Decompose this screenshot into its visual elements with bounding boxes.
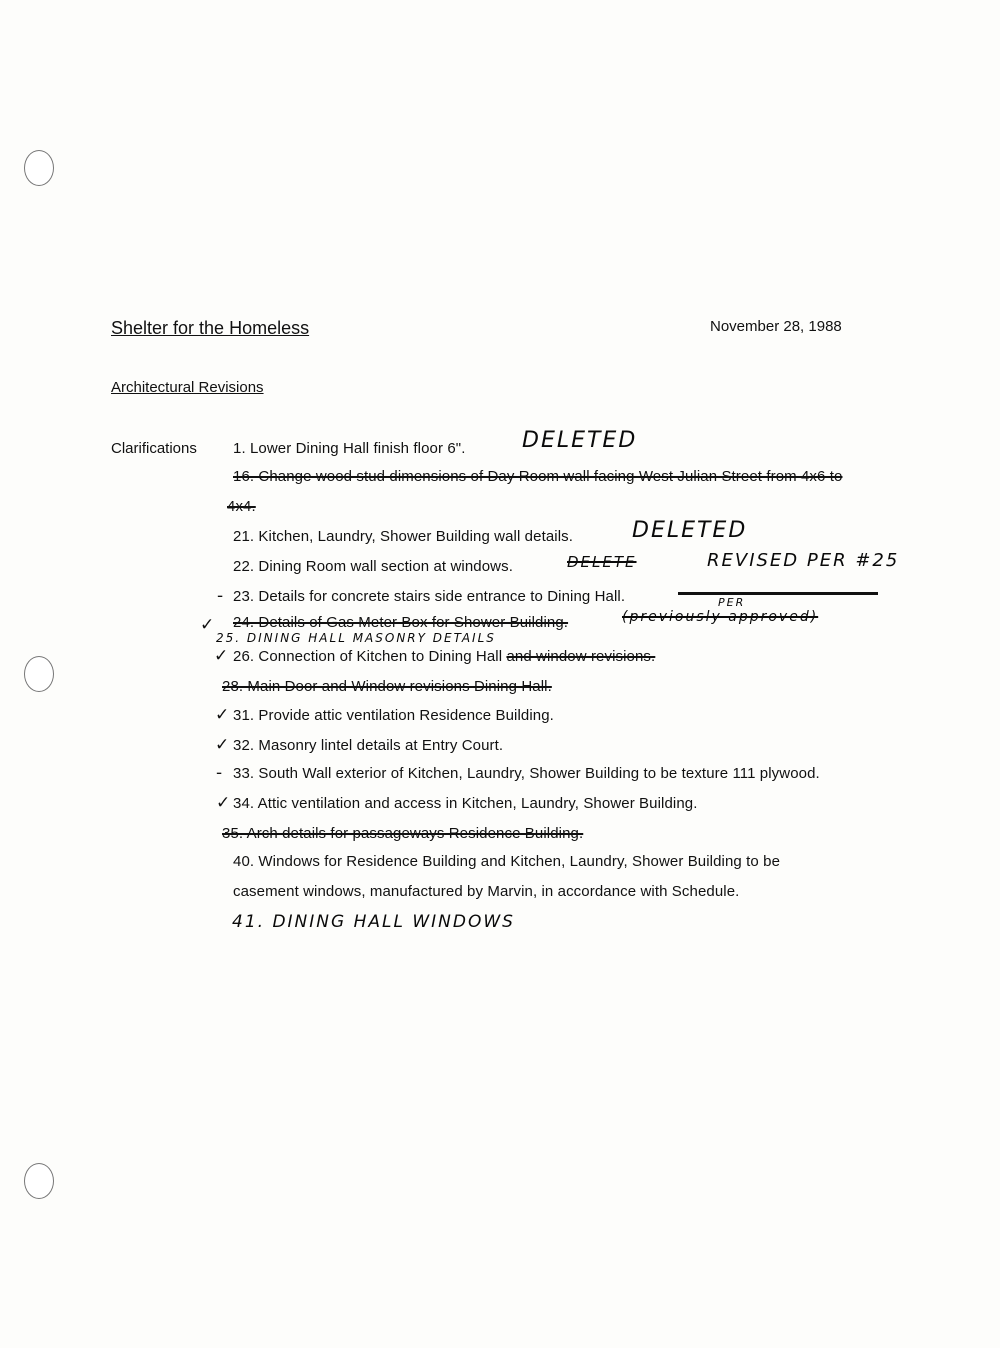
check-mark-icon: ✓ [216,793,231,813]
item-22: 22. Dining Room wall section at windows. [233,558,513,575]
item-33: 33. South Wall exterior of Kitchen, Laundry, Shower Building to be texture 111 plywood. [233,765,820,782]
check-mark-icon: - [217,586,224,606]
item-16-line1: 16. Change wood stud dimensions of Day Room wall facing West Julian Street from 4x6 to [233,468,843,485]
item-40-line1: 40. Windows for Residence Building and Kitchen, Laundry, Shower Building to be [233,853,781,870]
check-mark-icon: ✓ [200,615,215,635]
document-title: Shelter for the Homeless [111,318,310,338]
item-35: 35. Arch details for passageways Residence Building. [222,825,584,842]
check-mark-icon: - [216,763,223,783]
handwritten-delete-struck: DELETE [567,553,637,571]
item-28: 28. Main Door and Window revisions Dining Hall. [222,678,552,695]
item-26 [233,648,655,665]
handwritten-item-41: 41. DINING HALL WINDOWS [232,912,515,932]
handwritten-revised: REVISED PER #25 [707,550,900,571]
item-21: 21. Kitchen, Laundry, Shower Building wall details. [233,528,574,545]
binder-hole-middle [24,656,54,692]
item-24: 24. Details of Gas Meter Box for Shower Building. [233,614,569,631]
check-mark-icon: ✓ [215,735,230,755]
item-26-struck-text: and window revisions. [506,648,656,665]
handwritten-item-25: 25. DINING HALL MASONRY DETAILS [216,631,496,645]
item-40-line2: casement windows, manufactured by Marvin, in accordance with Schedule. [233,883,740,900]
item-1: 1. Lower Dining Hall finish floor 6". [233,440,466,457]
item-16-line2: 4x4. [227,498,256,515]
item-34: 34. Attic ventilation and access in Kitchen, Laundry, Shower Building. [233,795,698,812]
scribble-out-mark [678,592,878,595]
handwritten-previously-approved: (previously approved) [622,609,819,625]
binder-hole-bottom [24,1163,54,1199]
item-23: 23. Details for concrete stairs side entrance to Dining Hall. [233,588,626,605]
item-26-text: 26. Connection of Kitchen to Dining Hall [233,648,503,665]
document-date: November 28, 1988 [710,318,842,335]
check-mark-icon: ✓ [214,646,229,666]
item-32: 32. Masonry lintel details at Entry Court. [233,737,504,754]
handwritten-per: PER [718,596,746,609]
section-label: Clarifications [111,440,197,457]
item-31: 31. Provide attic ventilation Residence Building. [233,707,554,724]
handwritten-deleted-21: DELETED [632,518,748,543]
document-subtitle: Architectural Revisions [111,379,264,396]
binder-hole-top [24,150,54,186]
handwritten-deleted-1: DELETED [522,428,638,453]
check-mark-icon: ✓ [215,705,230,725]
